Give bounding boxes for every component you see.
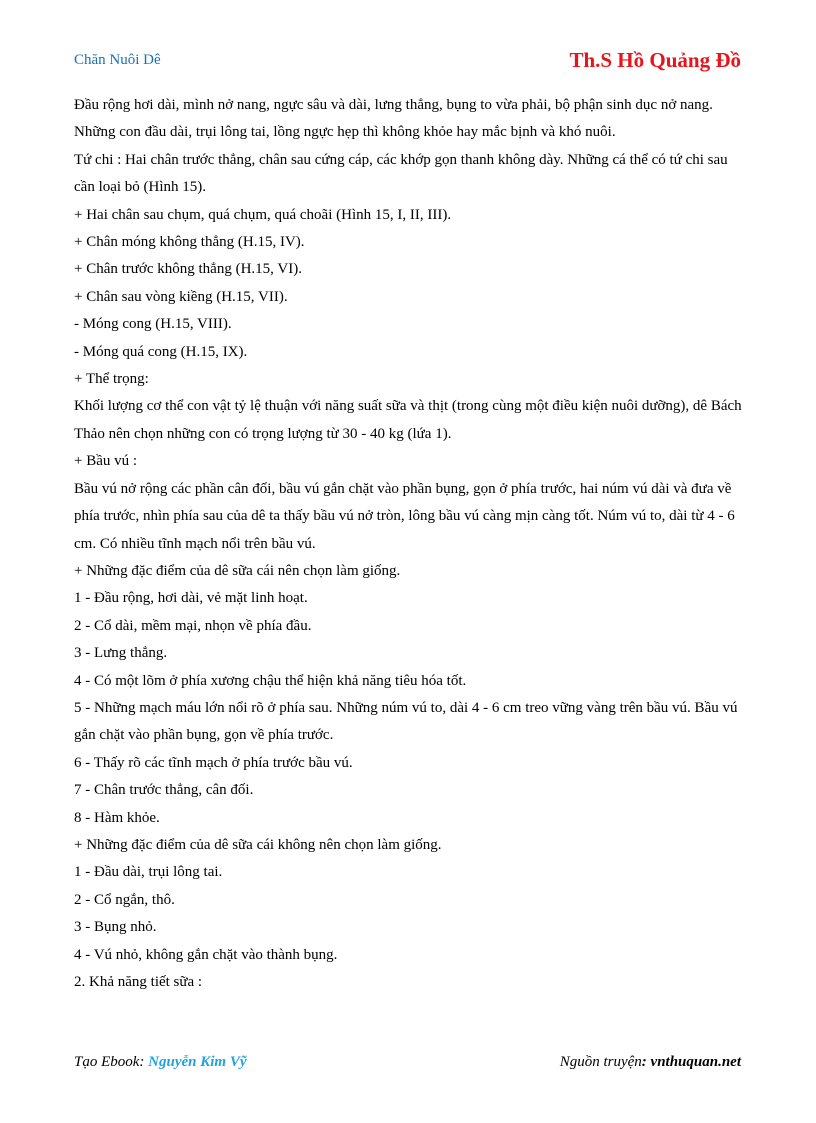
paragraph: + Những đặc điểm của dê sữa cái nên chọn làm giống. <box>74 562 401 579</box>
paragraph: Những con đầu dài, trụi lông tai, lồng ngực hẹp thì không khỏe hay mắc bịnh và khó nuôi. <box>74 124 616 141</box>
ebook-credit-label: Tạo Ebook <box>74 1054 140 1070</box>
paragraph: 4 - Có một lõm ở phía xương chậu thể hiện khả năng tiêu hóa tốt. <box>74 672 467 689</box>
paragraph: 1 - Đầu dài, trụi lông tai. <box>74 864 223 881</box>
source-credit <box>560 1054 741 1071</box>
paragraph: Tứ chi : Hai chân trước thẳng, chân sau cứng cáp, các khớp gọn thanh không dày. Những cá thể có tứ chi sau cần loại bỏ (Hình 15). <box>74 151 728 196</box>
paragraph: + Hai chân sau chụm, quá chụm, quá choãi (Hình 15, I, II, III). <box>74 206 452 223</box>
paragraph: 3 - Lưng thẳng. <box>74 645 168 662</box>
paragraph: 1 - Đầu rộng, hơi dài, vẻ mặt linh hoạt. <box>74 590 308 607</box>
paragraph: - Móng cong (H.15, VIII). <box>74 316 232 333</box>
paragraph: 3 - Bụng nhỏ. <box>74 919 157 936</box>
document-body <box>74 92 746 996</box>
book-title: Chăn Nuôi Dê <box>74 52 161 68</box>
paragraph: 7 - Chân trước thẳng, cân đối. <box>74 782 254 799</box>
source-credit-separator: : <box>641 1054 651 1070</box>
paragraph: 8 - Hàm khỏe. <box>74 809 160 826</box>
paragraph: 4 - Vú nhỏ, không gắn chặt vào thành bụng. <box>74 946 338 963</box>
paragraph: Đầu rộng hơi dài, mình nở nang, ngực sâu và dài, lưng thẳng, bụng to vừa phải, bộ phận sinh dục nở nang. <box>74 97 713 113</box>
paragraph: + Những đặc điểm của dê sữa cái không nên chọn làm giống. <box>74 836 442 853</box>
paragraph: - Móng quá cong (H.15, IX). <box>74 343 248 360</box>
paragraph: + Chân móng không thẳng (H.15, IV). <box>74 234 305 251</box>
ebook-creator-name: Nguyễn Kim Vỹ <box>148 1054 247 1070</box>
ebook-credit-separator: : <box>139 1054 149 1070</box>
paragraph: + Chân sau vòng kiềng (H.15, VII). <box>74 288 288 305</box>
paragraph: 2 - Cổ dài, mềm mại, nhọn về phía đầu. <box>74 617 312 634</box>
paragraph: 2. Khả năng tiết sữa : <box>74 974 203 990</box>
paragraph: 2 - Cổ ngắn, thô. <box>74 891 175 908</box>
source-credit-label: Nguồn truyện <box>559 1054 642 1070</box>
author-name: Th.S Hồ Quảng Đồ <box>569 48 741 72</box>
paragraph: + Chân trước không thẳng (H.15, VI). <box>74 261 302 278</box>
ebook-credit <box>74 1054 247 1071</box>
paragraph: Khối lượng cơ thể con vật tỷ lệ thuận với năng suất sữa và thịt (trong cùng một điều kiện nuôi dưỡng), dê Bách Thảo nên chọn những con có trọng lượng từ 30 - 40 kg (lứa 1). <box>74 398 742 442</box>
source-site: vnthuquan.net <box>650 1054 741 1070</box>
paragraph: 5 - Những mạch máu lớn nổi rõ ở phía sau. Những núm vú to, dài 4 - 6 cm treo vững vàng trên bầu vú. Bầu vú gắn chặt vào phần bụng, gọn về phía trước. <box>74 699 738 744</box>
paragraph: + Thể trọng: <box>74 371 149 388</box>
paragraph: 6 - Thấy rõ các tĩnh mạch ở phía trước bầu vú. <box>74 754 353 771</box>
paragraph: + Bầu vú : <box>74 453 138 470</box>
paragraph: Bầu vú nở rộng các phần cân đối, bầu vú gắn chặt vào phần bụng, gọn ở phía trước, hai núm vú dài và đưa về phía trước, nhìn phía sau của dê ta thấy bầu vú nở tròn, lông bầu vú càng mịn càng tốt. Núm vú to, dài từ 4 - 6 cm. Có nhiều tĩnh mạch nổi trên bầu vú. <box>74 480 735 552</box>
